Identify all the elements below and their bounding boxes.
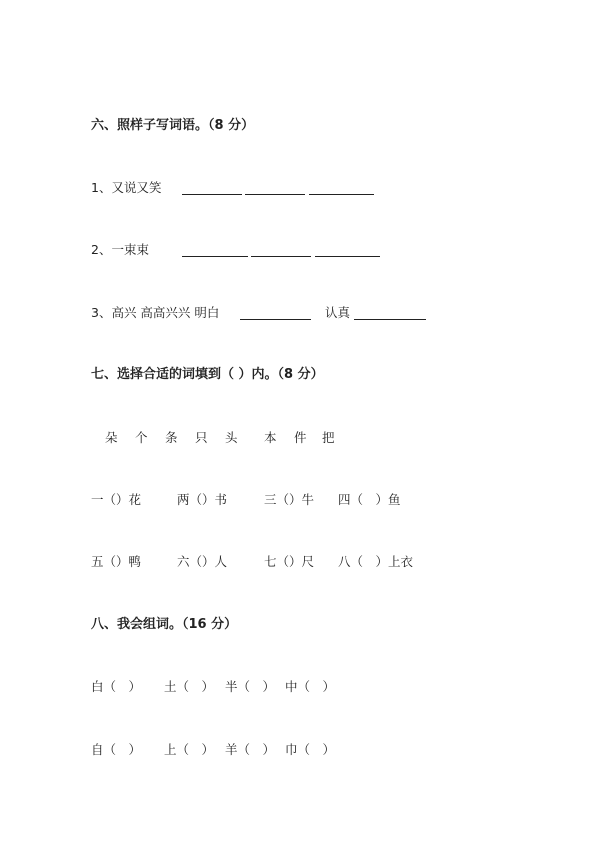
measure-word-fill-item[interactable]: 八（ ）上衣 — [338, 554, 414, 569]
section-6-item-1: 1、又说又笑 — [91, 180, 162, 195]
word-bank-item: 头 — [225, 430, 238, 445]
word-group-item[interactable]: 中（ ） — [285, 679, 336, 694]
section-6-item-2: 2、一束束 — [91, 242, 149, 257]
word-group-item[interactable]: 白（ ） — [91, 679, 142, 694]
section-6-heading: 六、照样子写词语。（8 分） — [91, 118, 255, 133]
word-bank-item: 只 — [195, 430, 208, 445]
answer-blank-2a[interactable] — [182, 256, 248, 257]
answer-blank-3b[interactable] — [354, 319, 426, 320]
measure-word-fill-item[interactable]: 三（）牛 — [264, 492, 315, 507]
section-6-item-3-word-2: 认真 — [325, 305, 351, 320]
word-group-item[interactable]: 巾（ ） — [285, 742, 336, 757]
section-8-heading: 八、我会组词。（16 分） — [91, 617, 238, 632]
measure-word-fill-item[interactable]: 七（）尺 — [264, 554, 315, 569]
section-6-item-3: 3、高兴 高高兴兴 明白 — [91, 305, 220, 320]
measure-word-fill-item[interactable]: 一（）花 — [91, 492, 142, 507]
word-bank-item: 件 — [294, 430, 307, 445]
measure-word-fill-item[interactable]: 五（）鸭 — [91, 554, 142, 569]
answer-blank-2c[interactable] — [315, 256, 380, 257]
word-group-item[interactable]: 自（ ） — [91, 742, 142, 757]
measure-word-fill-item[interactable]: 两（）书 — [177, 492, 228, 507]
word-bank-item: 朵 — [105, 430, 118, 445]
answer-blank-1c[interactable] — [309, 194, 374, 195]
word-group-item[interactable]: 半（ ） — [225, 679, 276, 694]
answer-blank-3a[interactable] — [240, 319, 311, 320]
measure-word-fill-item[interactable]: 六（）人 — [177, 554, 228, 569]
word-bank-item: 把 — [322, 430, 335, 445]
measure-word-fill-item[interactable]: 四（ ）鱼 — [338, 492, 401, 507]
answer-blank-1a[interactable] — [182, 194, 242, 195]
word-bank-item: 个 — [135, 430, 148, 445]
answer-blank-1b[interactable] — [245, 194, 305, 195]
word-bank-item: 条 — [165, 430, 178, 445]
word-bank-item: 本 — [264, 430, 277, 445]
answer-blank-2b[interactable] — [251, 256, 311, 257]
word-group-item[interactable]: 土（ ） — [164, 679, 215, 694]
word-group-item[interactable]: 羊（ ） — [225, 742, 276, 757]
section-7-heading: 七、选择合适的词填到（ ）内。（8 分） — [91, 367, 324, 382]
word-group-item[interactable]: 上（ ） — [164, 742, 215, 757]
